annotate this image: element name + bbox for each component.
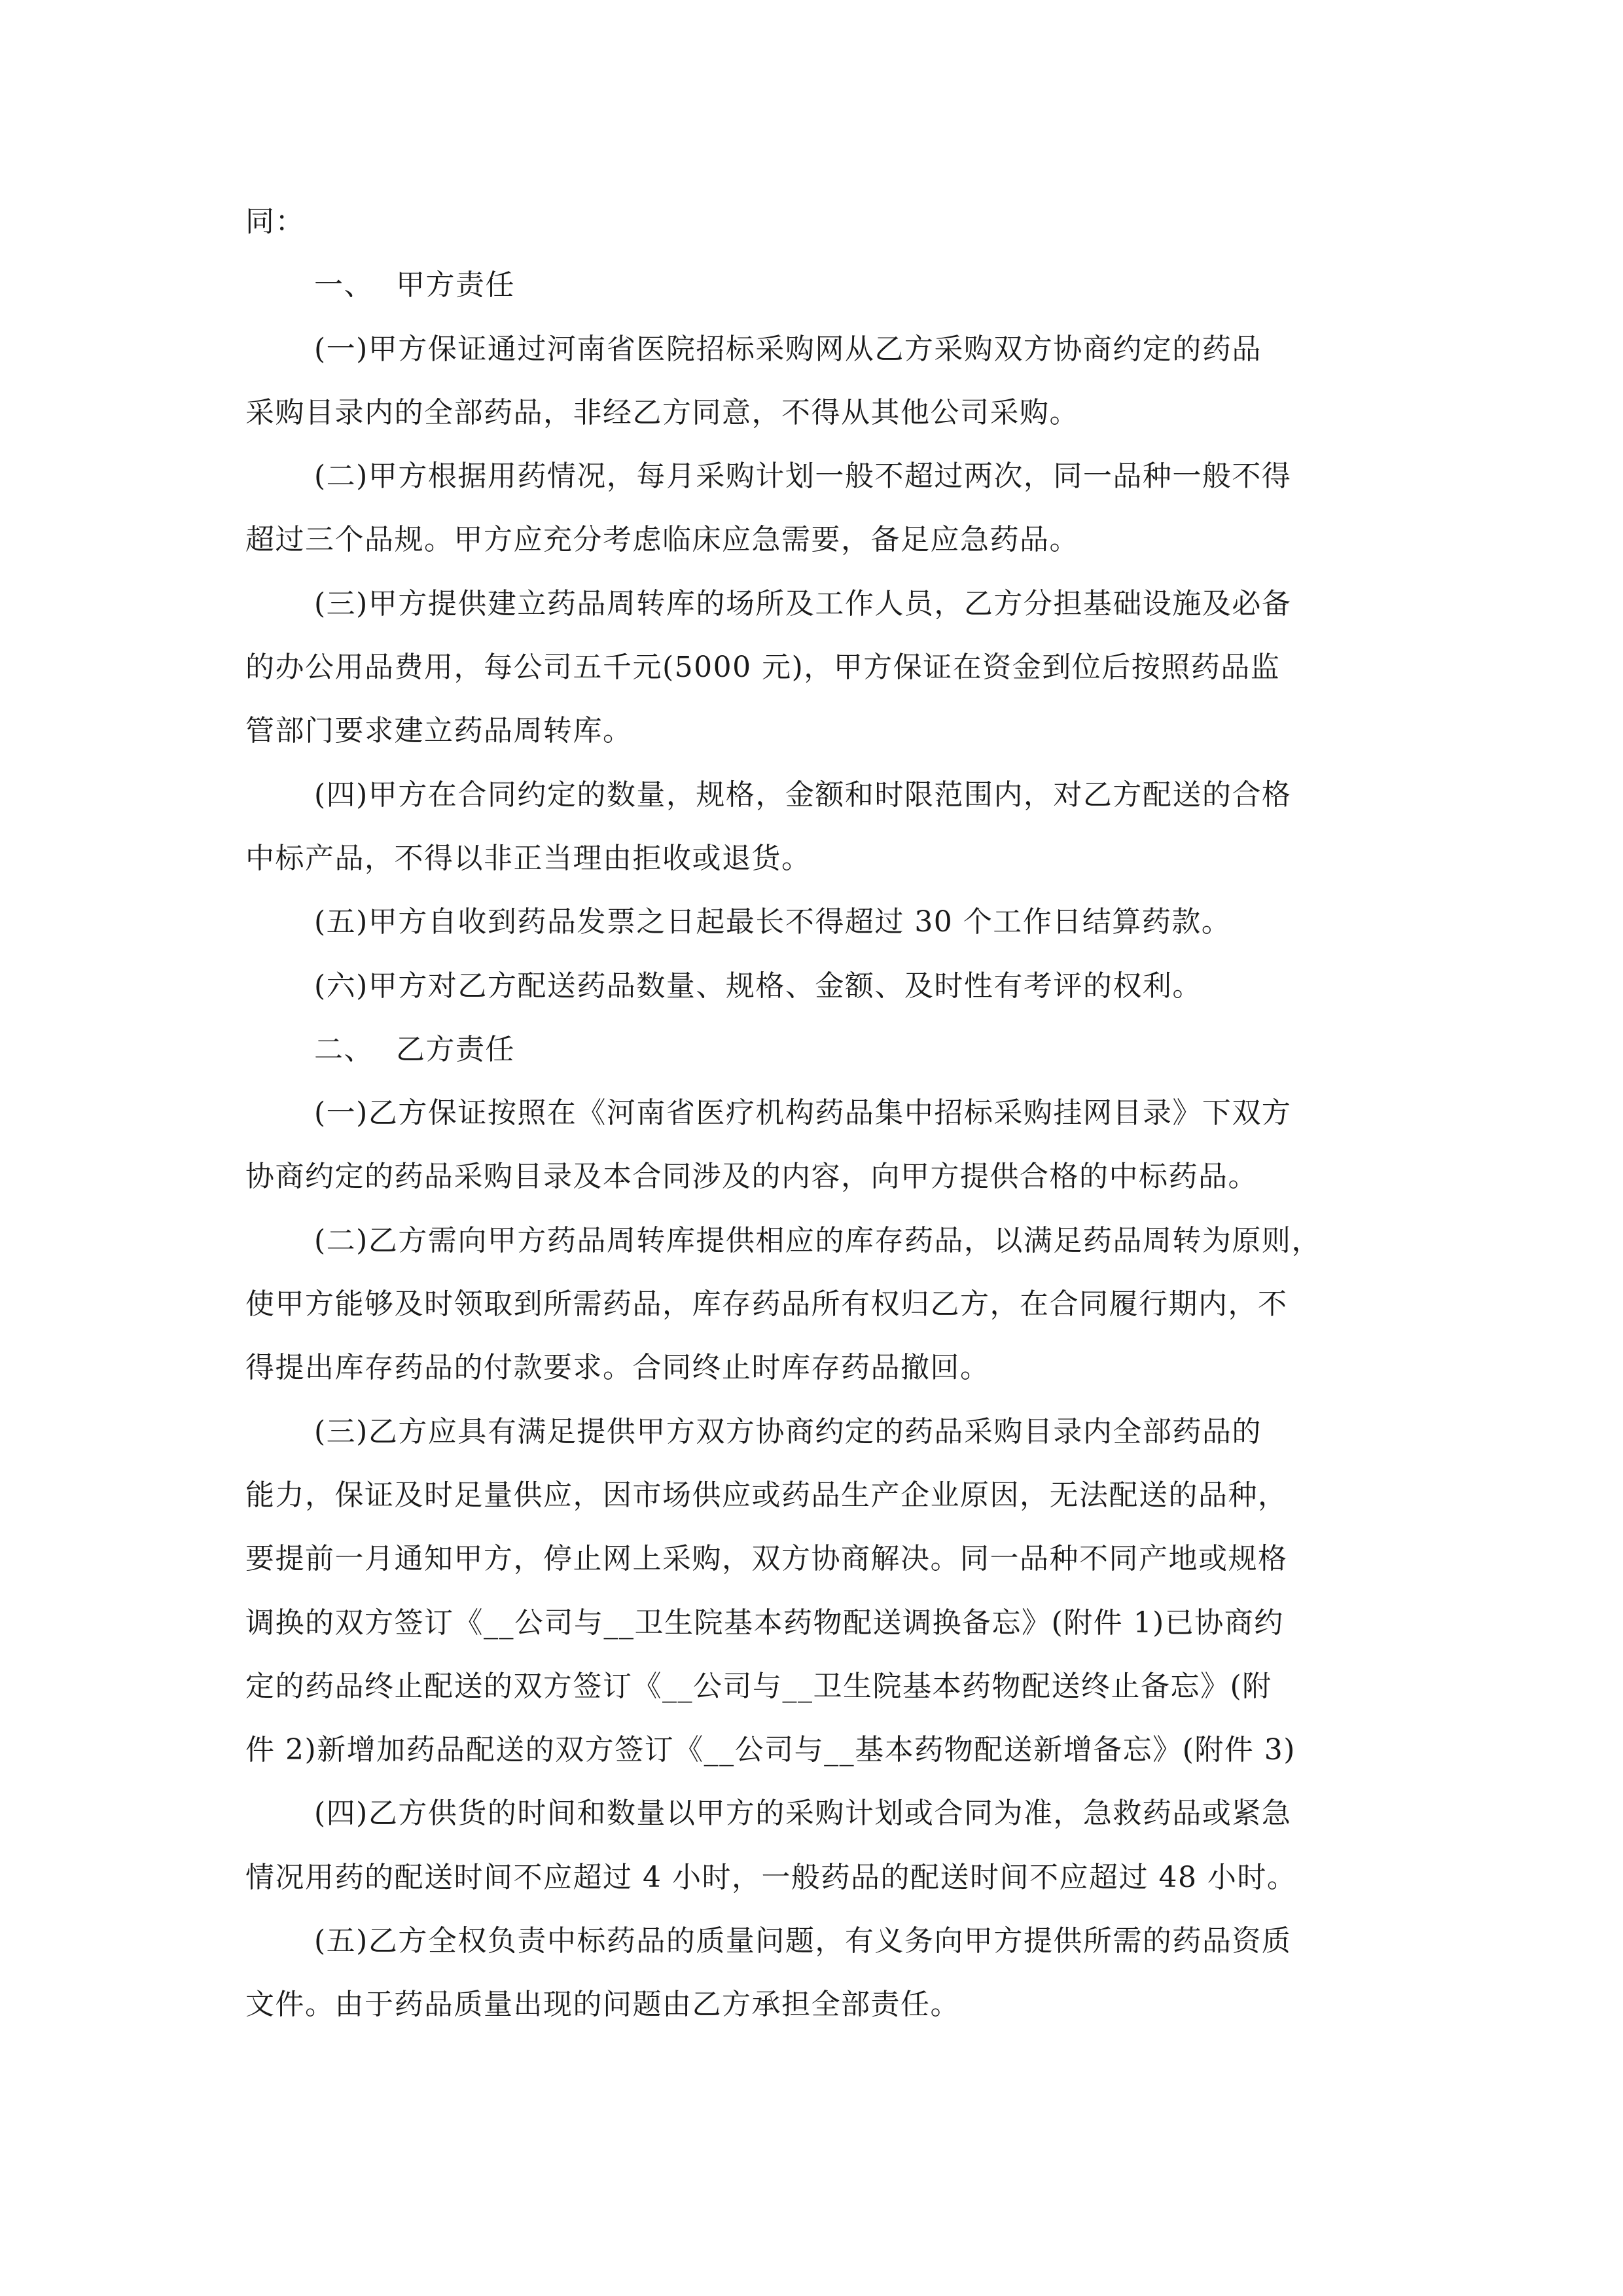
text-line: 超过三个品规。甲方应充分考虑临床应急需要，备足应急药品。	[245, 523, 1079, 557]
text-line: 采购目录内的全部药品，非经乙方同意，不得从其他公司采购。	[245, 395, 1079, 429]
paragraph-line: (三)乙方应具有满足提供甲方双方协商约定的药品采购目录内全部药品的	[314, 1414, 1262, 1448]
paragraph-line: (二)甲方根据用药情况，每月采购计划一般不超过两次，同一品种一般不得	[314, 459, 1292, 493]
section-title: 甲方责任	[396, 268, 515, 302]
text-line: 得提出库存药品的付款要求。合同终止时库存药品撤回。	[245, 1351, 990, 1385]
paragraph-line: (五)乙方全权负责中标药品的质量问题，有义务向甲方提供所需的药品资质	[314, 1924, 1292, 1958]
text-line: 协商约定的药品采购目录及本合同涉及的内容，向甲方提供合格的中标药品。	[245, 1160, 1258, 1194]
paragraph-line: (四)甲方在合同约定的数量，规格，金额和时限范围内，对乙方配送的合格	[314, 778, 1292, 812]
paragraph-line: (二)乙方需向甲方药品周转库提供相应的库存药品，以满足药品周转为原则，	[314, 1223, 1321, 1257]
text-line: 要提前一月通知甲方，停止网上采购，双方协商解决。同一品种不同产地或规格	[245, 1542, 1288, 1576]
section-title: 乙方责任	[396, 1032, 515, 1066]
text-line: 同：	[245, 205, 305, 238]
paragraph-line: (一)乙方保证按照在《河南省医疗机构药品集中招标采购挂网目录》下双方	[314, 1096, 1292, 1130]
section-number: 二、	[314, 1032, 374, 1066]
text-line: 定的药品终止配送的双方签订《__公司与__卫生院基本药物配送终止备忘》(附	[245, 1669, 1272, 1703]
paragraph-line: (六)甲方对乙方配送药品数量、规格、金额、及时性有考评的权利。	[314, 969, 1202, 1003]
text-line: 调换的双方签订《__公司与__卫生院基本药物配送调换备忘》(附件 1)已协商约	[245, 1605, 1284, 1640]
text-line: 中标产品，不得以非正当理由拒收或退货。	[245, 841, 812, 875]
text-line: 情况用药的配送时间不应超过 4 小时，一般药品的配送时间不应超过 48 小时。	[245, 1860, 1297, 1894]
paragraph-line: (一)甲方保证通过河南省医院招标采购网从乙方采购双方协商约定的药品	[314, 332, 1262, 366]
text-line: 文件。由于药品质量出现的问题由乙方承担全部责任。	[245, 1988, 960, 2022]
text-line: 使甲方能够及时领取到所需药品，库存药品所有权归乙方，在合同履行期内，不	[245, 1287, 1288, 1321]
text-line: 件 2)新增加药品配送的双方签订《__公司与__基本药物配送新增备忘》(附件 3)	[245, 1733, 1296, 1767]
text-line: 的办公用品费用，每公司五千元(5000 元)，甲方保证在资金到位后按照药品监	[245, 651, 1281, 685]
paragraph-line: (五)甲方自收到药品发票之日起最长不得超过 30 个工作日结算药款。	[314, 905, 1232, 939]
section-heading	[245, 1018, 1378, 1081]
paragraph-line: (三)甲方提供建立药品周转库的场所及工作人员，乙方分担基础设施及必备	[314, 586, 1292, 620]
text-line: 能力，保证及时足量供应，因市场供应或药品生产企业原因，无法配送的品种，	[245, 1478, 1288, 1512]
section-number: 一、	[314, 268, 374, 302]
paragraph-line: (四)乙方供货的时间和数量以甲方的采购计划或合同为准，急救药品或紧急	[314, 1797, 1292, 1831]
document-body	[245, 190, 1378, 2037]
text-line: 管部门要求建立药品周转库。	[245, 714, 633, 748]
section-heading	[245, 253, 1378, 317]
